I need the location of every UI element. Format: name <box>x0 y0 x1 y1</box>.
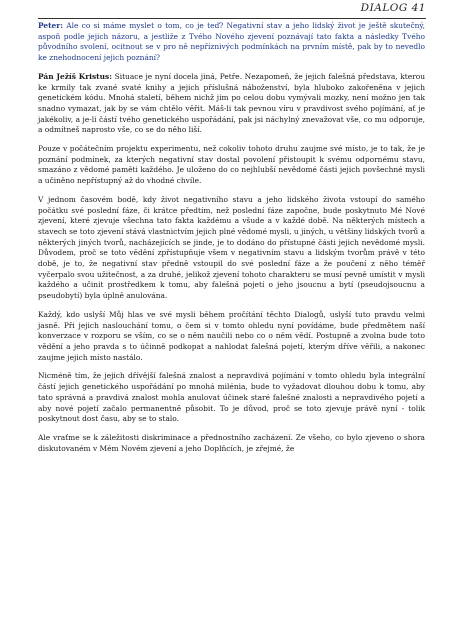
speaker-label: Pán Ježíš Kristus: <box>38 71 112 81</box>
running-title: DIALOG 41 <box>360 2 426 14</box>
paragraph <box>38 195 425 302</box>
paragraph <box>38 371 425 425</box>
paragraph-text: Nicméně tím, že jejich dřívější falešná znalost a nepravdivá pojímání v tomto ohledu byla integrální částí jejich genetického uspořádání po mnohá milénia, bude to vyžadovat dlouhou dobu k tomu, aby tato správná a pravdivá znalost mohla anulovat účinek staré falešné znalosti a nepravdivého pojetí a aby nové pojetí začalo permanentně působit. To je důvod, proč se toto zjevuje právě nyní - tolik poskytnout dost času, aby se to stalo. <box>38 371 425 424</box>
paragraph-text: Každý, kdo uslyší Můj hlas ve své mysli během pročítání těchto Dialogů, uslyší tuto pravdu velmi jasně. Při jejich naslouchání tomu, o čem si v tomto ohledu nyní povídáme, bude předmětem naší konverzace v rozporu se vším, co se o něm naučili nebo co o něm vědí. Postupně a zvolna bude toto vědění a jeho pravda s to účinně podkopat a nahlodat falešná pojetí, kterým dříve věřili, a nakonec zaujme jejich místo nastálo. <box>38 309 425 362</box>
page-header <box>38 4 426 19</box>
paragraph-jesus <box>38 72 425 136</box>
paragraph-text: Ale vraťme se k záležitosti diskriminace a přednostního zacházení. Ze všeho, co bylo zjeveno o shora diskutovaném v Mém Novém zjevení a jeho Doplňcích, je zřejmé, že <box>38 432 425 453</box>
paragraph-text: V jednom časovém bodě, kdy život negativního stavu a jeho lidského života vstoupí do samého počátku své poslední fáze, či krátce předtím, než poslední fáze započne, bude poskytnuto Mé Nové zjevení, které zjevuje všechna tato fakta každému a všude a v každé době. Na některých místech a stavech se toto zjevení stává vlastnictvím jejich plné vědomé mysli, u jiných, u většiny lidských tvorů a některých jiných tvorů, nacházejících se jinde, je to dodáno do přístupné části jejich nevědomé mysli. Důvodem, proč se toto vědění zpřístupňuje všem v negativním stavu a lidským tvorům právě v této době, je to, že negativní stav předně vstoupil do své poslední fáze a že poučení z něho téměř vyčerpalo svou užitečnost, a za druhé, jelikož zjevení tohoto charakteru se musí pevně umístit v mysli každého a učinit prostředkem k tomu, aby falešná pojetí o jeho jsoucnu a bytí (pseudojsoucnu a pseudobytí) byla úplně anulována. <box>38 194 425 301</box>
paragraph <box>38 433 425 454</box>
paragraph-peter <box>38 21 425 64</box>
paragraph-text: Situace je nyní docela jiná, Petře. Nezapomeň, že jejich falešná představa, kterou ke krmily tak zvané svaté knihy a jejich příslušná náboženství, byla hluboko zakořeněna v jejich genetickém kódu. Mnohá staletí, během nichž jim po celou dobu vymývali mozky, není možno jen tak snadno vymazat, jak by se vám chtělo věřit. Máš-li tak pevnou víru v pravdivost svého pojímání, ať je jakékoliv, a je-li částí tvého genetického uspořádání, pak jsi náchylný znevažovat vše, co mu odporuje, a odmítneš naprosto vše, co se do něho liší. <box>38 71 425 135</box>
paragraph <box>38 310 425 364</box>
paragraph-text: Pouze v počátečním projektu experimentu, než cokoliv tohoto druhu zaujme své místo, je to tak, že je poznání podmínek, za kterých negativní stav dostal povolení přistoupit k svému odpornému stavu, smazáno z vědomé paměti každého. Je uloženo do co nejhlubší nevědomé části jejich povšechné mysli a učiněno nepřístupný až do vhodné chvíle. <box>38 144 425 186</box>
speaker-label: Peter: <box>38 21 63 30</box>
paragraph-text: Ale co si máme myslet o tom, co je teď? Negativní stav a jeho lidský život je ještě skutečný, aspoň podle jejich názoru, a jestliže z Tvého Nového zjevení poznávají tato fakta a následky Tvého původního svolení, ocitnout se v pro ně nepříznivých podmínkách na prvním místě, pak by to nevedlo ke znehodnocení jejich poznání? <box>38 21 425 63</box>
paragraph <box>38 144 425 187</box>
body-text <box>38 21 425 462</box>
